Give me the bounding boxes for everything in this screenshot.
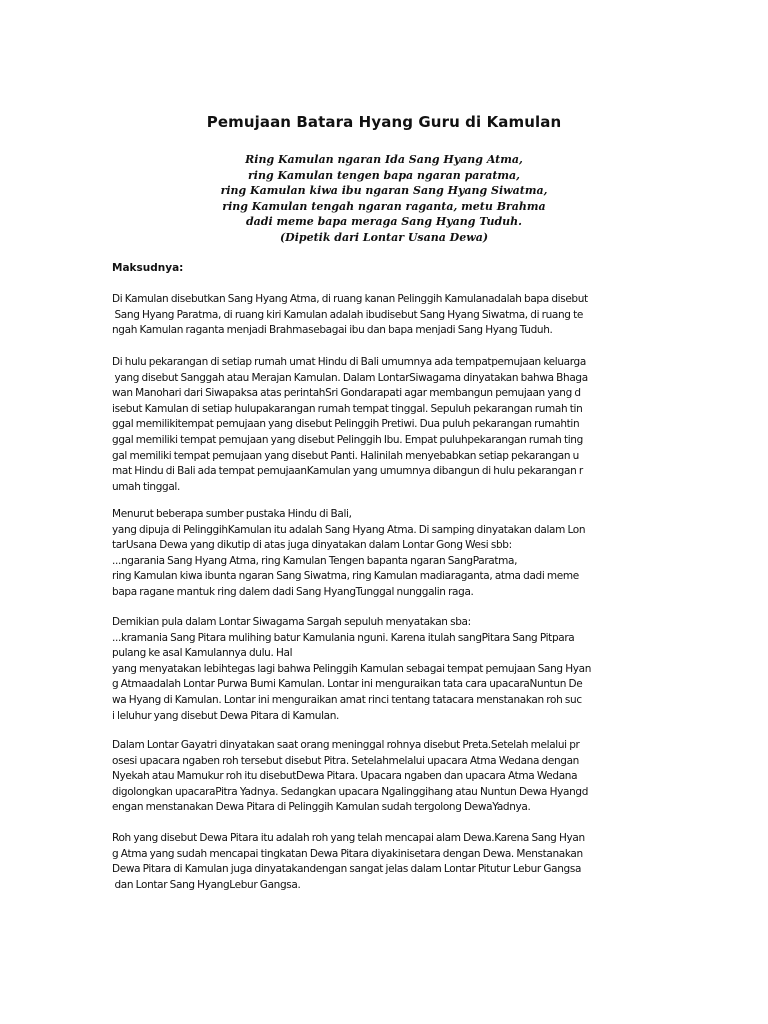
- paragraph-5: [112, 738, 588, 816]
- text-line: g Atma yang sudah mencapai tingkatan Dewa Pitara diyakinisetara dengan Dewa. Menstanakan: [112, 847, 583, 860]
- text-line: Menurut beberapa sumber pustaka Hindu di Bali,: [112, 508, 352, 520]
- text-line: Nyekah atau Mamukur roh itu disebutDewa Pitara. Upacara ngaben dan upacara Atma Wedana: [112, 770, 578, 783]
- verse-source: (Dipetik dari Lontar Usana Dewa): [279, 230, 489, 244]
- text-line: isebut Kamulan di setiap hulupakarangan rumah tempat tinggal. Sepuluh pekarangan rumah tin: [112, 402, 583, 415]
- text-line: pulang ke asal Kamulannya dulu. Hal: [112, 647, 293, 660]
- text-line: Dalam Lontar Gayatri dinyatakan saat orang meninggal rohnya disebut Preta.Setelah melalui pr: [112, 739, 580, 751]
- text-line: Dewa Pitara di Kamulan juga dinyatakandengan sangat jelas dalam Lontar Pitutur Lebur Gangsa: [112, 863, 582, 876]
- text-line: bapa ragane mantuk ring dalem dadi Sang HyangTunggal nunggalin raga.: [112, 585, 474, 598]
- text-line: ring Kamulan kiwa ibunta ngaran Sang Siwatma, ring Kamulan madiaraganta, atma dadi meme: [112, 570, 579, 583]
- verse-line: Ring Kamulan ngaran Ida Sang Hyang Atma,: [245, 153, 523, 166]
- text-line: ggal memilikitempat pemujaan yang disebut Pelinggih Pretiwi. Dua puluh pekarangan rumahtin: [112, 418, 580, 431]
- text-line: yang menyatakan lebihtegas lagi bahwa Pelinggih Kamulan sebagai tempat pemujaan Sang Hyan: [112, 662, 591, 675]
- verse-line: dadi meme bapa meraga Sang Hyang Tuduh.: [245, 215, 522, 229]
- text-line: wan Manohari dari Siwapaksa atas perintahSri Gondarapati agar membangun pemujaan yang d: [112, 387, 581, 400]
- text-line: ggal memiliki tempat pemujaan yang disebut Pelinggih Ibu. Empat puluhpekarangan rumah ting: [112, 433, 583, 446]
- verse-line: ring Kamulan kiwa ibu ngaran Sang Hyang Siwatma,: [220, 184, 548, 198]
- text-line: wa Hyang di Kamulan. Lontar ini menguraikan amat rinci tentang tatacara menstanakan roh suc: [112, 693, 582, 706]
- text-line: tarUsana Dewa yang dikutip di atas juga dinyatakan dalam Lontar Gong Wesi sbb:: [112, 539, 512, 552]
- text-line: ngah Kamulan raganta menjadi Brahmasebagai ibu dan bapa menjadi Sang Hyang Tuduh.: [112, 324, 553, 337]
- page-title: Pemujaan Batara Hyang Guru di Kamulan: [206, 113, 562, 131]
- paragraph-4: [112, 615, 591, 724]
- text-line: g Atmaadalah Lontar Purwa Bumi Kamulan. Lontar ini menguraikan tata cara upacaraNuntun De: [112, 678, 583, 691]
- text-line: gal memiliki tempat pemujaan yang disebut Panti. Halinilah menyebabkan setiap pekarangan u: [112, 449, 579, 462]
- text-line: dan Lontar Sang HyangLebur Gangsa.: [112, 878, 301, 891]
- text-line: i leluhur yang disebut Dewa Pitara di Kamulan.: [112, 709, 340, 722]
- text-line: Roh yang disebut Dewa Pitara itu adalah roh yang telah mencapai alam Dewa.Karena Sang Hyan: [112, 832, 585, 844]
- maksudnya-heading: Maksudnya:: [112, 262, 184, 274]
- verse-line: ring Kamulan tengen bapa ngaran paratma,: [248, 168, 520, 182]
- text-line: Di hulu pekarangan di setiap rumah umat Hindu di Bali umumnya ada tempatpemujaan keluarga: [112, 356, 586, 368]
- paragraph-6: [112, 831, 585, 893]
- verse-line: ring Kamulan tengah ngaran raganta, metu Brahma: [222, 199, 546, 213]
- text-line: yang disebut Sanggah atau Merajan Kamulan. Dalam LontarSiwagama dinyatakan bahwa Bhaga: [112, 371, 588, 384]
- text-line: mat Hindu di Bali ada tempat pemujaanKamulan yang umumnya dibangun di hulu pekarangan r: [112, 465, 583, 478]
- quoted-verse: [0, 152, 768, 246]
- paragraph-3: [112, 507, 585, 601]
- text-line: osesi upacara ngaben roh tersebut disebut Pitra. Setelahmelalui upacara Atma Wedana dengan: [112, 754, 579, 767]
- text-line: yang dipuja di PelinggihKamulan itu adalah Sang Hyang Atma. Di samping dinyatakan dalam Lon: [112, 523, 586, 536]
- text-line: Sang Hyang Paratma, di ruang kiri Kamulan adalah ibudisebut Sang Hyang Siwatma, di ruang te: [112, 308, 583, 321]
- text-line: ...kramania Sang Pitara mulihing batur Kamulania nguni. Karena itulah sangPitara Sang Pitpara: [112, 631, 575, 644]
- text-line: Demikian pula dalam Lontar Siwagama Sargah sepuluh menyatakan sba:: [112, 616, 471, 628]
- text-line: digolongkan upacaraPitra Yadnya. Sedangkan upacara Ngalinggihang atau Nuntun Dewa Hyangd: [112, 785, 589, 798]
- paragraph-1: [112, 292, 588, 339]
- text-line: Di Kamulan disebutkan Sang Hyang Atma, di ruang kanan Pelinggih Kamulanadalah bapa disebut: [112, 293, 588, 305]
- paragraph-2: [112, 355, 588, 495]
- text-line: engan menstanakan Dewa Pitara di Pelinggih Kamulan sudah tergolong DewaYadnya.: [112, 801, 531, 814]
- text-line: ...ngarania Sang Hyang Atma, ring Kamulan Tengen bapanta ngaran SangParatma,: [112, 554, 518, 567]
- text-line: umah tinggal.: [112, 480, 180, 493]
